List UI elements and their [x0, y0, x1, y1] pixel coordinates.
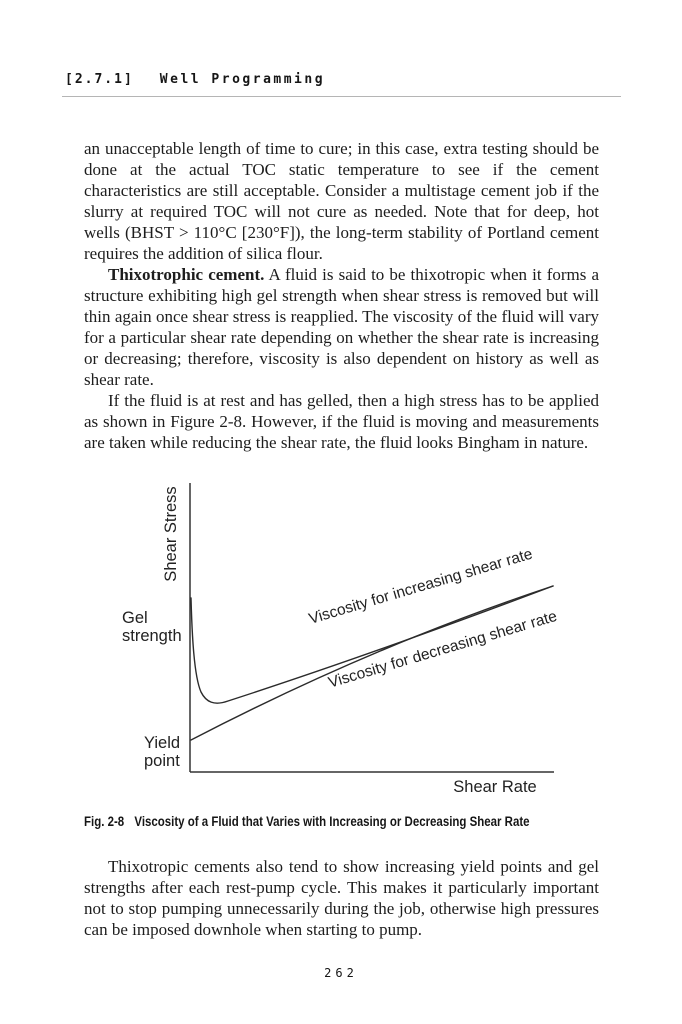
- closing-text-block: [84, 856, 599, 940]
- paragraph: [84, 856, 599, 940]
- svg-text:Gel: Gel: [122, 609, 148, 627]
- section-number: [2.7.1]: [65, 72, 134, 87]
- svg-text:strength: strength: [122, 627, 182, 645]
- figure-caption: [84, 814, 594, 829]
- body-text-block: [84, 138, 599, 453]
- x-axis-label: Shear Rate: [453, 778, 537, 796]
- shear-rate-chart: [80, 480, 600, 798]
- paragraph: [84, 390, 599, 453]
- header-rule: [62, 96, 621, 97]
- increasing-curve-label: Viscosity for increasing shear rate: [306, 545, 535, 628]
- paragraph-text: an unacceptable length of time to cure; in this case, extra testing should be done at the actual TOC static temperature to see if the cement characteristics are still acceptable. Consider a multistage cement job if the slurry at required TOC will not cure as needed. Note that for deep, hot wells (BHST > 110°C [230°F]), the long-term stability of Portland cement requires the addition of silica flour.: [84, 139, 599, 263]
- figure-caption-text: Viscosity of a Fluid that Varies with Increasing or Decreasing Shear Rate: [134, 814, 530, 829]
- figure-caption-label: Fig. 2-8: [84, 814, 125, 829]
- svg-text:point: point: [144, 752, 180, 770]
- paragraph-text: A fluid is said to be thixotropic when it forms a structure exhibiting high gel strength when shear stress is removed but will thin again once shear stress is reapplied. The viscosity of the fluid will vary for a particular shear rate depending on whether the shear rate is increasing or decreasing; therefore, viscosity is also dependent on history as well as shear rate.: [84, 265, 599, 389]
- page-number: 262: [324, 966, 358, 980]
- running-head: [65, 72, 621, 87]
- figure-2-8: [80, 480, 600, 798]
- decreasing-curve-label: Viscosity for decreasing shear rate: [326, 607, 559, 692]
- svg-text:Yield: Yield: [144, 734, 181, 752]
- yield-point-label: [144, 734, 180, 770]
- paragraph: [84, 264, 599, 390]
- gel-strength-label: [122, 609, 182, 645]
- y-axis-label: Shear Stress: [162, 486, 180, 582]
- paragraph-text: If the fluid is at rest and has gelled, then a high stress has to be applied as shown in Figure 2-8. However, if the fluid is moving and measurements are taken while reducing the shear rate, the fluid looks Bingham in nature.: [84, 391, 599, 452]
- paragraph: [84, 138, 599, 264]
- paragraph-text: Thixotropic cements also tend to show increasing yield points and gel strengths after each rest-pump cycle. This makes it particularly important not to stop pumping unnecessarily during the job, otherwise high pressures can be imposed downhole when starting to pump.: [84, 857, 599, 939]
- paragraph-lead-in: Thixotrophic cement.: [108, 265, 265, 284]
- section-title: Well Programming: [159, 72, 326, 87]
